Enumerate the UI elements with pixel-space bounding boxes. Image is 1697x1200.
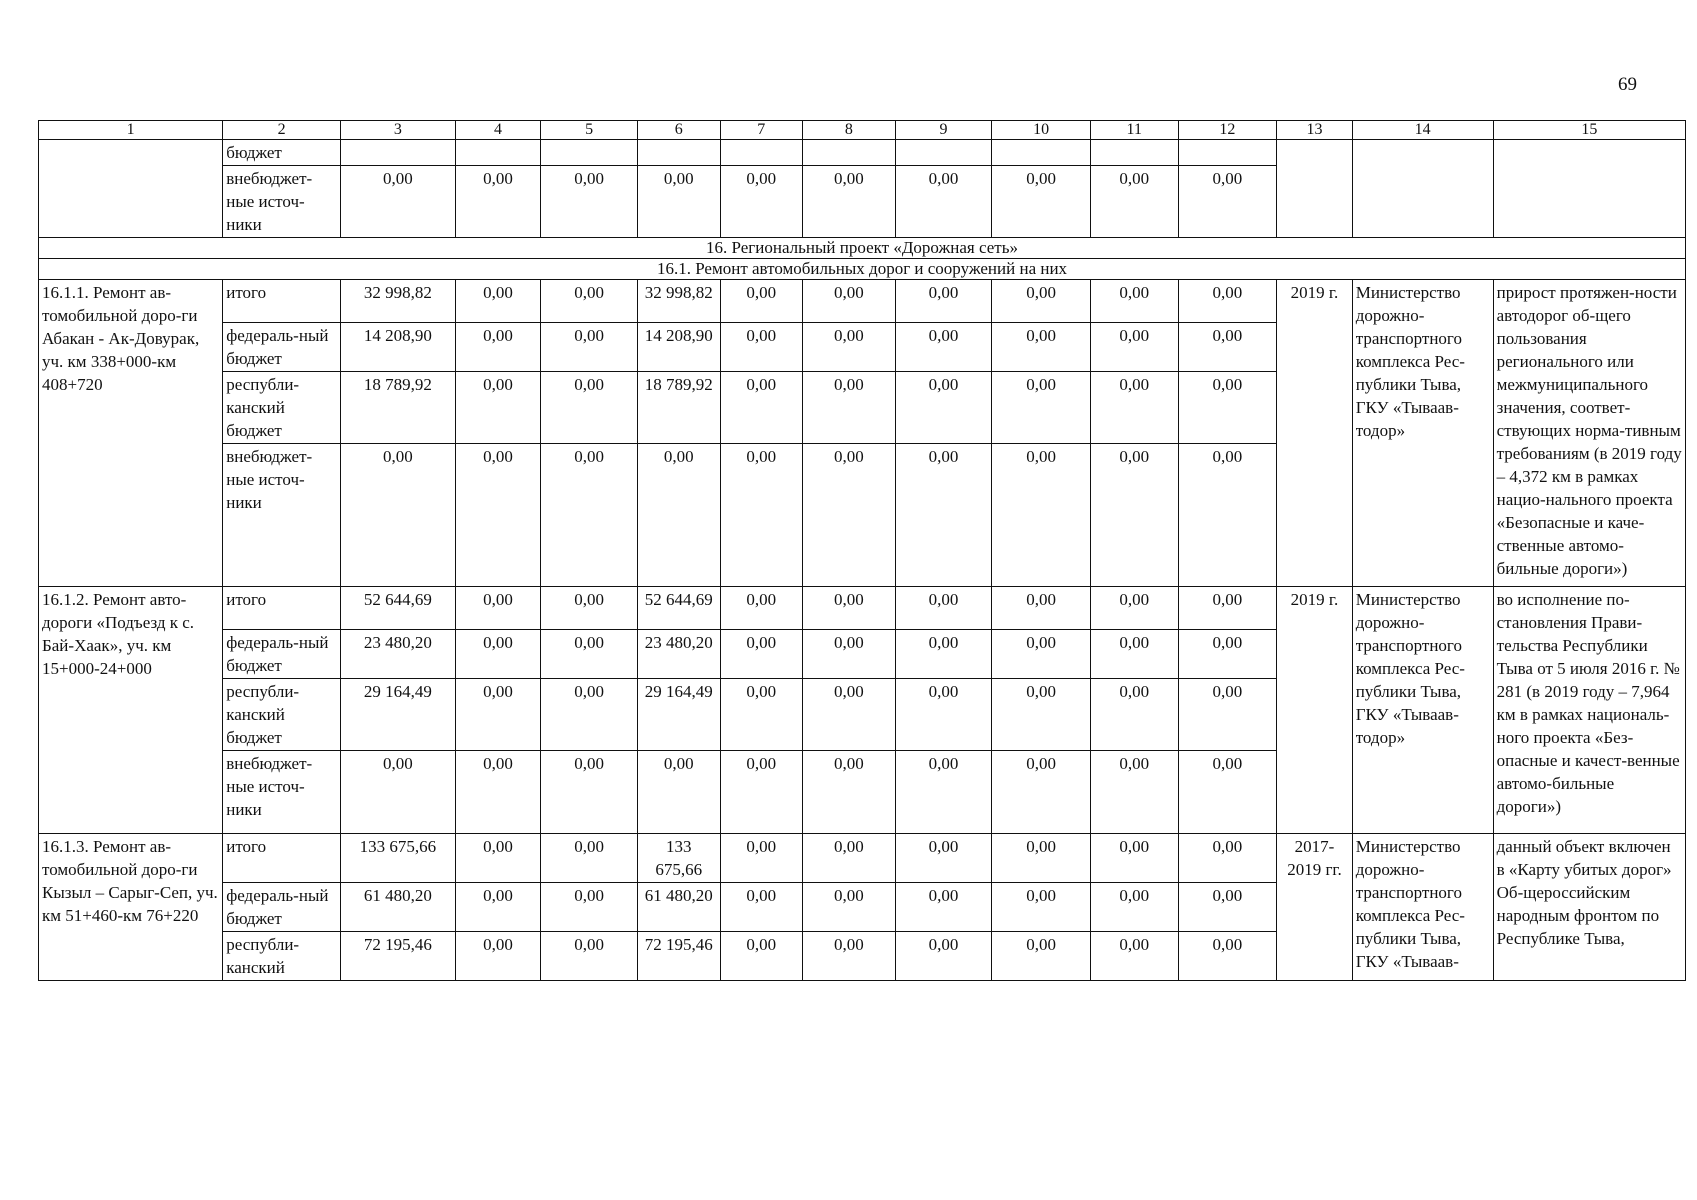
value-cell: 0,00 [541,280,638,323]
source-cell: бюджет [223,140,341,166]
item-name-cell: 16.1.2. Ремонт авто-дороги «Подъезд к с. Бай-Хаак», уч. км 15+000-24+000 [39,587,223,834]
value-cell [637,140,720,166]
value-cell: 0,00 [895,883,992,932]
value-cell: 0,00 [1090,444,1178,587]
item-name-cell: 16.1.1. Ремонт ав-томобильной доро-ги Абакан - Ак-Довурак, уч. км 338+000-км 408+720 [39,280,223,587]
value-cell: 0,00 [992,444,1091,587]
value-cell: 0,00 [1090,630,1178,679]
source-cell: внебюджет-ные источ-ники [223,751,341,834]
table-row [39,834,1686,883]
value-cell: 0,00 [895,280,992,323]
value-cell: 0,00 [541,932,638,981]
value-cell: 0,00 [803,444,896,587]
value-cell: 0,00 [803,280,896,323]
value-cell: 0,00 [541,444,638,587]
column-header: 3 [341,121,456,140]
column-header: 5 [541,121,638,140]
value-cell: 0,00 [1090,679,1178,751]
value-cell: 0,00 [895,751,992,834]
value-cell: 0,00 [1090,323,1178,372]
value-cell: 0,00 [1090,834,1178,883]
responsible-cell: Министерство дорожно-транспортного комплекса Рес-публики Тыва, ГКУ «Тываав-тодор» [1352,280,1493,587]
value-cell: 18 789,92 [637,372,720,444]
value-cell: 0,00 [992,166,1091,238]
value-cell: 0,00 [720,372,803,444]
section-row [39,259,1686,280]
value-cell: 0,00 [455,883,541,932]
value-cell: 0,00 [895,679,992,751]
value-cell: 0,00 [803,679,896,751]
value-cell: 0,00 [895,372,992,444]
value-cell: 0,00 [803,587,896,630]
column-header: 8 [803,121,896,140]
value-cell: 0,00 [992,587,1091,630]
value-cell: 0,00 [541,587,638,630]
value-cell: 0,00 [895,166,992,238]
source-cell: внебюджет-ные источ-ники [223,166,341,238]
section-title: 16. Региональный проект «Дорожная сеть» [39,238,1686,259]
value-cell: 29 164,49 [637,679,720,751]
value-cell: 32 998,82 [341,280,456,323]
source-cell: республи-канский бюджет [223,372,341,444]
value-cell: 0,00 [1090,587,1178,630]
value-cell: 0,00 [455,679,541,751]
value-cell: 0,00 [803,751,896,834]
value-cell [992,140,1091,166]
value-cell: 0,00 [455,751,541,834]
value-cell: 52 644,69 [637,587,720,630]
value-cell: 0,00 [1178,751,1277,834]
value-cell: 0,00 [637,166,720,238]
source-cell: итого [223,587,341,630]
source-cell: итого [223,280,341,323]
column-header: 9 [895,121,992,140]
value-cell [1090,140,1178,166]
source-cell: федераль-ный бюджет [223,883,341,932]
source-cell: федераль-ный бюджет [223,323,341,372]
value-cell: 0,00 [341,166,456,238]
item-name-cell: 16.1.3. Ремонт ав-томобильной доро-ги Кызыл – Сарыг-Сеп, уч. км 51+460-км 76+220 [39,834,223,981]
value-cell: 0,00 [992,630,1091,679]
value-cell: 61 480,20 [637,883,720,932]
column-header: 6 [637,121,720,140]
value-cell: 0,00 [720,883,803,932]
page-number: 69 [1618,74,1637,95]
value-cell: 0,00 [720,751,803,834]
year-cell: 2017-2019 гг. [1277,834,1353,981]
value-cell: 0,00 [720,932,803,981]
value-cell: 0,00 [541,323,638,372]
value-cell: 0,00 [992,679,1091,751]
value-cell: 23 480,20 [341,630,456,679]
value-cell: 0,00 [341,444,456,587]
value-cell [455,140,541,166]
value-cell: 0,00 [720,280,803,323]
value-cell: 0,00 [541,883,638,932]
value-cell: 0,00 [1178,587,1277,630]
value-cell: 0,00 [1178,679,1277,751]
value-cell [720,140,803,166]
value-cell: 133 675,66 [341,834,456,883]
value-cell: 0,00 [1090,280,1178,323]
value-cell: 0,00 [455,166,541,238]
value-cell [1178,140,1277,166]
value-cell: 18 789,92 [341,372,456,444]
value-cell: 29 164,49 [341,679,456,751]
column-header: 10 [992,121,1091,140]
subsection-title: 16.1. Ремонт автомобильных дорог и сооружений на них [39,259,1686,280]
value-cell: 0,00 [992,372,1091,444]
value-cell: 0,00 [992,883,1091,932]
source-cell: республи-канский [223,932,341,981]
value-cell: 0,00 [1178,834,1277,883]
value-cell: 0,00 [720,587,803,630]
value-cell: 0,00 [541,751,638,834]
note-cell: данный объект включен в «Карту убитых дорог» Об-щероссийским народным фронтом по Республике Тыва, [1493,834,1685,981]
value-cell: 0,00 [992,323,1091,372]
column-header: 2 [223,121,341,140]
value-cell: 0,00 [895,630,992,679]
value-cell: 0,00 [720,166,803,238]
value-cell: 0,00 [720,630,803,679]
note-cell: прирост протяжен-ности автодорог об-щего пользования регионального или межмуниципального значения, соответ-ствующих норма-тивным требованиям (в 2019 году – 4,372 км в рамках нацио-нального проекта «Безопасные и каче-ственные автомо-бильные дороги») [1493,280,1685,587]
value-cell: 14 208,90 [637,323,720,372]
responsible-cell: Министерство дорожно-транспортного комплекса Рес-публики Тыва, ГКУ «Тываав- [1352,834,1493,981]
header-row [39,121,1686,140]
value-cell: 0,00 [341,751,456,834]
value-cell: 0,00 [895,444,992,587]
value-cell: 0,00 [455,630,541,679]
value-cell: 0,00 [1090,166,1178,238]
value-cell: 32 998,82 [637,280,720,323]
value-cell: 0,00 [1090,372,1178,444]
value-cell [541,140,638,166]
value-cell: 0,00 [803,932,896,981]
value-cell [341,140,456,166]
value-cell: 23 480,20 [637,630,720,679]
year-cell [1277,140,1353,238]
note-cell: во исполнение по-становления Прави-тельства Республики Тыва от 5 июля 2016 г. № 281 (в 2019 году – 7,964 км в рамках националь-ного проекта «Без-опасные и качест-венные автомо-бильные дороги») [1493,587,1685,834]
value-cell: 52 644,69 [341,587,456,630]
value-cell: 0,00 [1178,166,1277,238]
column-header: 11 [1090,121,1178,140]
source-cell: республи-канский бюджет [223,679,341,751]
value-cell: 133 675,66 [637,834,720,883]
value-cell: 0,00 [803,834,896,883]
value-cell: 0,00 [637,751,720,834]
value-cell: 0,00 [803,883,896,932]
value-cell: 0,00 [895,587,992,630]
note-cell [1493,140,1685,238]
value-cell: 0,00 [992,932,1091,981]
column-header: 15 [1493,121,1685,140]
source-cell: итого [223,834,341,883]
source-cell: внебюджет-ные источ-ники [223,444,341,587]
value-cell: 0,00 [1178,444,1277,587]
value-cell: 0,00 [803,166,896,238]
value-cell: 0,00 [541,679,638,751]
value-cell: 0,00 [895,932,992,981]
value-cell [895,140,992,166]
table-row [39,140,1686,166]
column-header: 13 [1277,121,1353,140]
value-cell: 0,00 [637,444,720,587]
value-cell: 0,00 [1178,280,1277,323]
value-cell: 0,00 [803,630,896,679]
value-cell: 0,00 [455,372,541,444]
value-cell: 0,00 [455,932,541,981]
value-cell: 61 480,20 [341,883,456,932]
responsible-cell [1352,140,1493,238]
value-cell: 0,00 [1178,932,1277,981]
value-cell: 0,00 [992,280,1091,323]
value-cell: 0,00 [720,679,803,751]
value-cell: 14 208,90 [341,323,456,372]
value-cell: 0,00 [455,444,541,587]
value-cell: 0,00 [455,587,541,630]
value-cell: 0,00 [803,372,896,444]
value-cell: 0,00 [1090,932,1178,981]
column-header: 12 [1178,121,1277,140]
value-cell: 0,00 [1090,883,1178,932]
year-cell: 2019 г. [1277,280,1353,587]
value-cell: 0,00 [992,834,1091,883]
value-cell: 0,00 [1178,372,1277,444]
column-header: 4 [455,121,541,140]
value-cell: 0,00 [1178,323,1277,372]
value-cell: 0,00 [1178,630,1277,679]
value-cell [803,140,896,166]
year-cell: 2019 г. [1277,587,1353,834]
value-cell: 0,00 [541,166,638,238]
value-cell: 0,00 [720,323,803,372]
column-header: 7 [720,121,803,140]
value-cell: 0,00 [1178,883,1277,932]
value-cell: 0,00 [1090,751,1178,834]
table-row [39,280,1686,323]
financing-table [38,120,1686,981]
value-cell: 0,00 [720,834,803,883]
item-name-cell [39,140,223,238]
value-cell: 0,00 [455,323,541,372]
value-cell: 72 195,46 [637,932,720,981]
value-cell: 72 195,46 [341,932,456,981]
source-cell: федераль-ный бюджет [223,630,341,679]
value-cell: 0,00 [895,834,992,883]
value-cell: 0,00 [895,323,992,372]
value-cell: 0,00 [455,834,541,883]
column-header: 14 [1352,121,1493,140]
value-cell: 0,00 [803,323,896,372]
value-cell: 0,00 [720,444,803,587]
table-row [39,587,1686,630]
value-cell: 0,00 [541,372,638,444]
column-header: 1 [39,121,223,140]
value-cell: 0,00 [541,834,638,883]
value-cell: 0,00 [992,751,1091,834]
responsible-cell: Министерство дорожно-транспортного комплекса Рес-публики Тыва, ГКУ «Тываав-тодор» [1352,587,1493,834]
value-cell: 0,00 [455,280,541,323]
value-cell: 0,00 [541,630,638,679]
section-row [39,238,1686,259]
